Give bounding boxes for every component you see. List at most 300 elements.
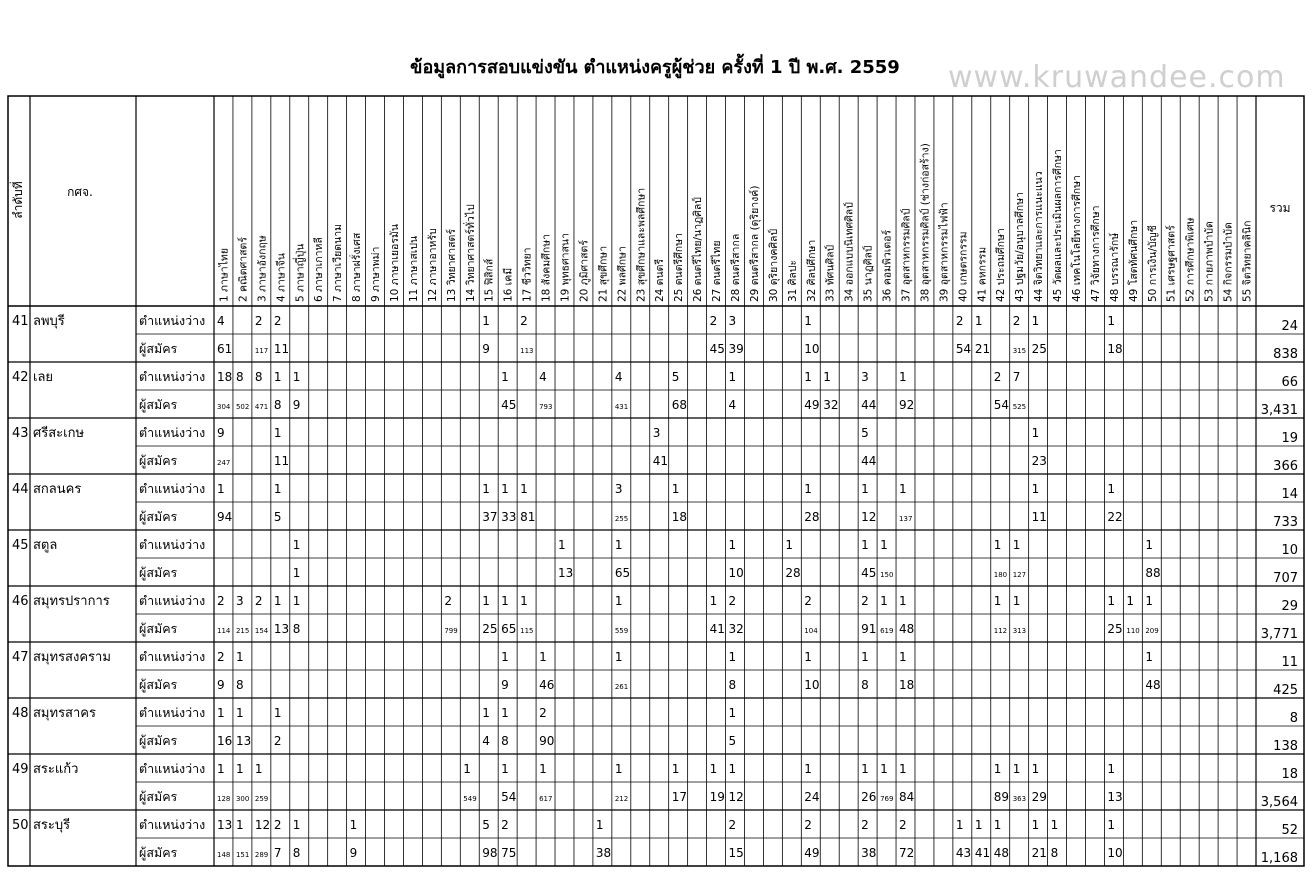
office-name: สตูล	[33, 538, 58, 553]
applicants-cell: 89	[993, 790, 1010, 804]
vacancy-cell: 1	[558, 538, 566, 552]
applicant-label: ผู้สมัคร	[139, 565, 178, 580]
applicants-cell: 81	[520, 510, 536, 524]
applicants-cell: 154	[254, 627, 269, 635]
applicants-cell: 247	[217, 459, 231, 467]
applicants-cell: 9	[501, 678, 509, 692]
subject-header-38: 38 อุตสาหกรรมศิลป์ (ช่างก่อสร้าง)	[919, 143, 932, 302]
vacancy-cell: 4	[217, 314, 225, 328]
applicants-cell: 25	[1031, 342, 1047, 356]
applicants-cell: 21	[1031, 846, 1047, 860]
vacancy-cell: 1	[273, 594, 282, 608]
subject-header-55: 55 จิตวิทยาคลินิก	[1241, 220, 1254, 302]
vacancy-cell: 2	[804, 594, 812, 608]
vacancy-cell: 1	[728, 538, 737, 552]
vacancy-cell: 1	[482, 706, 490, 720]
vacancy-cell: 1	[728, 370, 737, 384]
vacancy-cell: 1	[349, 818, 358, 832]
vacancy-cell: 1	[273, 482, 282, 496]
watermark: www.kruwandee.com	[948, 60, 1286, 95]
total-header: รวม	[1269, 201, 1291, 215]
subject-header-3: 3 ภาษาอังกฤษ	[256, 235, 269, 302]
vacancy-cell: 2	[520, 314, 528, 328]
applicants-cell: 19	[709, 790, 725, 804]
office-name: สระบุรี	[33, 818, 71, 833]
applicants-cell: 525	[1012, 403, 1027, 411]
applicants-cell: 32	[823, 398, 839, 412]
subject-header-36: 36 คอมพิวเตอร์	[881, 229, 894, 302]
vacancy-cell: 1	[235, 706, 244, 720]
applicants-cell: 90	[539, 734, 555, 748]
subject-header-21: 21 สุขศึกษา	[597, 245, 610, 302]
applicants-cell: 94	[217, 510, 233, 524]
applicants-cell: 54	[993, 398, 1010, 412]
applicants-cell: 10	[804, 678, 820, 692]
vacancy-label: ตำแหน่งว่าง	[139, 481, 206, 496]
applicants-cell: 72	[899, 846, 915, 860]
applicants-cell: 41	[709, 622, 725, 636]
vacancy-label: ตำแหน่งว่าง	[139, 369, 206, 384]
applicants-cell: 48	[1145, 678, 1161, 692]
vacancy-cell: 1	[217, 482, 225, 496]
applicants-cell: 13	[235, 734, 252, 748]
applicant-total: 3,771	[1260, 627, 1298, 642]
vacancy-cell: 1	[1107, 594, 1116, 608]
vacancy-cell: 1	[1031, 314, 1040, 328]
applicants-cell: 65	[501, 622, 517, 636]
vacancy-cell: 1	[539, 762, 547, 776]
subject-header-53: 53 กายภาพบำบัด	[1203, 221, 1216, 302]
applicant-label: ผู้สมัคร	[139, 789, 178, 804]
vacancy-cell: 9	[217, 426, 225, 440]
vacancy-cell: 1	[217, 762, 225, 776]
vacancy-total: 29	[1281, 599, 1298, 614]
vacancy-cell: 1	[974, 818, 983, 832]
vacancy-cell: 1	[899, 370, 907, 384]
vacancy-label: ตำแหน่งว่าง	[139, 761, 206, 776]
applicants-cell: 315	[1012, 347, 1027, 355]
vacancy-cell: 1	[861, 482, 869, 496]
applicants-cell: 8	[728, 678, 737, 692]
applicants-cell: 104	[804, 627, 818, 635]
applicants-cell: 8	[1050, 846, 1059, 860]
subject-header-25: 25 ดนตรีศึกษา	[673, 233, 686, 302]
vacancy-cell: 1	[501, 370, 509, 384]
vacancy-cell: 1	[804, 314, 812, 328]
applicants-cell: 15	[728, 846, 744, 860]
vacancy-cell: 1	[1012, 538, 1021, 552]
applicant-total: 707	[1273, 571, 1298, 586]
applicants-cell: 46	[539, 678, 555, 692]
vacancy-total: 19	[1281, 431, 1298, 446]
applicants-cell: 61	[217, 342, 233, 356]
applicant-total: 366	[1273, 459, 1298, 474]
page-title: ข้อมูลการสอบแข่งขัน ตำแหน่งครูผู้ช่วย ครั้งที่ 1 ปี พ.ศ. 2559	[410, 57, 900, 78]
subject-header-40: 40 เกษตรกรรม	[957, 231, 970, 302]
vacancy-cell: 1	[539, 650, 547, 664]
vacancy-cell: 1	[1145, 650, 1153, 664]
applicant-total: 3,431	[1260, 403, 1298, 418]
applicants-cell: 12	[728, 790, 744, 804]
applicants-cell: 23	[1031, 454, 1047, 468]
vacancy-label: ตำแหน่งว่าง	[139, 425, 206, 440]
vacancy-cell: 1	[861, 650, 869, 664]
vacancy-cell: 3	[861, 370, 869, 384]
subject-header-28: 28 ดนตรีสากล	[730, 233, 742, 302]
vacancy-cell: 1	[292, 370, 301, 384]
vacancy-cell: 3	[652, 426, 661, 440]
vacancy-cell: 5	[861, 426, 869, 440]
vacancy-cell: 1	[614, 762, 623, 776]
applicants-cell: 127	[1012, 571, 1027, 579]
vacancy-cell: 13	[217, 818, 233, 832]
vacancy-label: ตำแหน่งว่าง	[139, 649, 206, 664]
subject-header-14: 14 วิทยาศาสตร์ทั่วไป	[464, 204, 477, 302]
vacancy-cell: 1	[501, 762, 509, 776]
applicants-cell: 549	[463, 795, 477, 803]
subject-header-49: 49 โสตทัศนศึกษา	[1127, 219, 1140, 302]
office-name: ลพบุรี	[33, 314, 65, 329]
office-header: กศจ.	[67, 185, 93, 199]
applicants-cell: 215	[235, 627, 250, 635]
vacancy-cell: 1	[501, 706, 509, 720]
vacancy-cell: 1	[709, 762, 718, 776]
applicants-cell: 98	[482, 846, 498, 860]
vacancy-cell: 1	[1050, 818, 1059, 832]
vacancy-cell: 1	[785, 538, 794, 552]
vacancy-cell: 1	[1107, 314, 1116, 328]
applicants-cell: 180	[993, 571, 1008, 579]
applicant-total: 838	[1273, 347, 1298, 362]
vacancy-total: 18	[1281, 767, 1298, 782]
subject-header-16: 16 เคมี	[502, 267, 515, 302]
vacancy-cell: 2	[254, 594, 263, 608]
applicants-cell: 300	[235, 795, 250, 803]
row-number: 48	[12, 706, 29, 721]
applicants-cell: 502	[235, 403, 250, 411]
applicants-cell: 8	[292, 846, 301, 860]
subject-header-34: 34 ออกแบบนิเทศศิลป์	[843, 202, 856, 302]
applicants-cell: 18	[899, 678, 915, 692]
vacancy-cell: 1	[501, 650, 509, 664]
vacancy-label: ตำแหน่งว่าง	[139, 593, 206, 608]
applicants-cell: 21	[974, 342, 991, 356]
applicants-cell: 619	[880, 627, 894, 635]
vacancy-cell: 1	[804, 762, 812, 776]
vacancy-cell: 1	[254, 762, 263, 776]
vacancy-cell: 1	[482, 482, 490, 496]
vacancy-cell: 1	[728, 706, 737, 720]
applicants-cell: 150	[880, 571, 894, 579]
applicants-cell: 38	[595, 846, 612, 860]
vacancy-label: ตำแหน่งว่าง	[139, 313, 206, 328]
subject-header-15: 15 ฟิสิกส์	[483, 258, 496, 302]
vacancy-cell: 2	[861, 594, 869, 608]
subject-header-35: 35 นาฏศิลป์	[862, 245, 875, 302]
applicants-cell: 5	[728, 734, 737, 748]
subject-header-41: 41 คหกรรม	[976, 246, 989, 302]
applicants-cell: 4	[728, 398, 737, 412]
applicants-cell: 45	[861, 566, 877, 580]
applicants-cell: 41	[974, 846, 991, 860]
subject-header-32: 32 ศิลปศึกษา	[805, 239, 818, 302]
vacancy-cell: 2	[728, 594, 737, 608]
vacancy-cell: 1	[823, 370, 831, 384]
vacancy-cell: 2	[501, 818, 509, 832]
applicants-cell: 209	[1145, 627, 1159, 635]
applicants-cell: 115	[520, 627, 534, 635]
applicants-cell: 363	[1012, 795, 1027, 803]
vacancy-cell: 1	[804, 482, 812, 496]
subject-header-52: 52 การศึกษาพิเศษ	[1184, 217, 1197, 302]
subject-header-42: 42 ประถมศึกษา	[995, 228, 1008, 302]
applicants-cell: 24	[804, 790, 820, 804]
subject-header-18: 18 สังคมศึกษา	[540, 233, 553, 302]
vacancy-cell: 1	[520, 482, 528, 496]
applicants-cell: 88	[1145, 566, 1161, 580]
subject-header-33: 33 ทัศนศิลป์	[824, 244, 837, 302]
vacancy-cell: 1	[273, 706, 282, 720]
applicants-cell: 559	[614, 627, 629, 635]
vacancy-cell: 2	[861, 818, 869, 832]
applicants-cell: 8	[861, 678, 869, 692]
applicants-cell: 13	[273, 622, 290, 636]
applicant-label: ผู้สมัคร	[139, 677, 178, 692]
applicants-cell: 39	[728, 342, 744, 356]
vacancy-cell: 1	[993, 538, 1002, 552]
subject-header-11: 11 ภาษาสเปน	[407, 235, 420, 302]
applicants-cell: 5	[273, 510, 282, 524]
applicants-cell: 92	[899, 398, 915, 412]
vacancy-cell: 1	[463, 762, 471, 776]
subject-header-23: 23 สุขศึกษาและพลศึกษา	[635, 187, 648, 302]
vacancy-total: 24	[1281, 319, 1298, 334]
applicant-total: 1,168	[1260, 851, 1298, 866]
applicants-cell: 75	[501, 846, 517, 860]
applicants-cell: 128	[217, 795, 231, 803]
applicants-cell: 18	[1107, 342, 1123, 356]
applicants-cell: 28	[785, 566, 801, 580]
row-number: 42	[12, 370, 29, 385]
vacancy-cell: 2	[709, 314, 718, 328]
applicants-cell: 49	[804, 846, 820, 860]
subject-header-20: 20 ภูมิศาสตร์	[578, 240, 591, 302]
vacancy-cell: 1	[880, 762, 888, 776]
subject-header-54: 54 กิจกรรมบำบัด	[1222, 222, 1235, 302]
vacancy-cell: 1	[993, 818, 1002, 832]
vacancy-cell: 2	[728, 818, 737, 832]
applicants-cell: 799	[444, 627, 458, 635]
vacancy-cell: 1	[1031, 482, 1040, 496]
vacancy-cell: 1	[804, 650, 812, 664]
vacancy-cell: 18	[217, 370, 233, 384]
subject-header-43: 43 ปฐมวัย/อนุบาลศึกษา	[1014, 192, 1027, 302]
applicants-cell: 26	[861, 790, 877, 804]
row-number: 49	[12, 762, 29, 777]
subject-header-44: 44 จิตวิทยาและการแนะแนว	[1033, 171, 1046, 302]
applicants-cell: 255	[614, 515, 629, 523]
applicants-cell: 29	[1031, 790, 1047, 804]
applicants-cell: 137	[899, 515, 913, 523]
subject-header-29: 29 ดนตรีสากล (ดุริยางค์)	[748, 185, 761, 302]
vacancy-cell: 1	[292, 538, 301, 552]
vacancy-cell: 1	[955, 818, 964, 832]
vacancy-total: 8	[1289, 711, 1298, 726]
applicant-total: 733	[1273, 515, 1298, 530]
vacancy-cell: 5	[671, 370, 680, 384]
subject-header-19: 19 พุทธศาสนา	[559, 233, 572, 302]
vacancy-cell: 1	[1031, 818, 1040, 832]
vacancy-cell: 1	[482, 314, 490, 328]
subject-header-26: 26 ดนตรีไทย/นาฏศิลป์	[692, 197, 705, 302]
applicants-cell: 84	[899, 790, 915, 804]
applicants-cell: 793	[539, 403, 553, 411]
applicants-cell: 212	[614, 795, 629, 803]
subject-header-17: 17 ชีววิทยา	[521, 247, 534, 302]
subject-header-24: 24 ดนตรี	[654, 258, 667, 302]
vacancy-cell: 3	[728, 314, 737, 328]
applicants-cell: 617	[539, 795, 553, 803]
applicants-cell: 17	[671, 790, 687, 804]
applicants-cell: 37	[482, 510, 498, 524]
applicant-label: ผู้สมัคร	[139, 453, 178, 468]
applicants-cell: 304	[217, 403, 231, 411]
vacancy-label: ตำแหน่งว่าง	[139, 705, 206, 720]
applicants-cell: 12	[861, 510, 877, 524]
vacancy-cell: 1	[273, 426, 282, 440]
subject-header-12: 12 ภาษาอาหรับ	[426, 228, 439, 302]
vacancy-cell: 2	[217, 650, 225, 664]
vacancy-cell: 1	[1012, 594, 1021, 608]
subject-header-37: 37 อุตสาหกรรมศิลป์	[900, 208, 913, 302]
subject-header-8: 8 ภาษาฝรั่งเศส	[351, 232, 364, 302]
vacancy-cell: 1	[804, 370, 812, 384]
vacancy-cell: 4	[539, 370, 547, 384]
row-number: 43	[12, 426, 29, 441]
office-name: สระแก้ว	[33, 762, 79, 777]
vacancy-total: 66	[1281, 375, 1298, 390]
vacancy-cell: 1	[728, 762, 737, 776]
vacancy-cell: 1	[899, 650, 907, 664]
applicants-cell: 11	[273, 342, 290, 356]
applicants-cell: 11	[273, 454, 290, 468]
applicants-cell: 471	[254, 403, 269, 411]
subject-header-13: 13 วิทยาศาสตร์	[445, 229, 458, 302]
vacancy-total: 11	[1281, 655, 1298, 670]
applicants-cell: 33	[501, 510, 517, 524]
vacancy-cell: 1	[482, 594, 490, 608]
applicants-cell: 2	[273, 734, 282, 748]
subject-header-30: 30 ดุริยางคศิลป์	[767, 228, 780, 302]
vacancy-cell: 1	[974, 314, 983, 328]
vacancy-cell: 1	[899, 762, 907, 776]
applicants-cell: 54	[501, 790, 517, 804]
vacancy-cell: 2	[254, 314, 263, 328]
vacancy-cell: 1	[993, 762, 1002, 776]
vacancy-cell: 1	[993, 594, 1002, 608]
vacancy-cell: 1	[235, 762, 244, 776]
applicants-cell: 8	[235, 678, 244, 692]
subject-header-9: 9 ภาษาพม่า	[370, 246, 383, 302]
vacancy-cell: 1	[217, 706, 225, 720]
applicants-cell: 48	[899, 622, 915, 636]
subject-header-6: 6 ภาษาเกาหลี	[313, 237, 326, 302]
vacancy-cell: 1	[1145, 594, 1153, 608]
row-number: 45	[12, 538, 29, 553]
vacancy-cell: 1	[1031, 762, 1040, 776]
vacancy-cell: 1	[614, 594, 623, 608]
subject-header-45: 45 วัดผลและประเมินผลการศึกษา	[1052, 149, 1065, 302]
applicants-cell: 9	[482, 342, 490, 356]
subject-header-7: 7 ภาษาเวียดนาม	[332, 223, 345, 302]
applicants-cell: 25	[482, 622, 498, 636]
vacancy-cell: 1	[861, 762, 869, 776]
applicants-cell: 16	[217, 734, 233, 748]
applicants-cell: 22	[1107, 510, 1123, 524]
row-number: 46	[12, 594, 29, 609]
vacancy-cell: 1	[1145, 538, 1153, 552]
applicants-cell: 8	[501, 734, 509, 748]
applicants-cell: 45	[501, 398, 517, 412]
applicants-cell: 259	[254, 795, 269, 803]
vacancy-cell: 2	[444, 594, 452, 608]
vacancy-cell: 1	[292, 594, 301, 608]
subject-header-46: 46 เทคโนโลยีทางการศึกษา	[1071, 175, 1084, 302]
subject-header-51: 51 เศรษฐศาสตร์	[1165, 225, 1178, 302]
applicant-label: ผู้สมัคร	[139, 733, 178, 748]
applicants-cell: 113	[520, 347, 534, 355]
subject-header-5: 5 ภาษาญี่ปุ่น	[294, 243, 307, 302]
applicant-total: 138	[1273, 739, 1298, 754]
office-name: ศรีสะเกษ	[33, 426, 85, 441]
vacancy-cell: 1	[235, 818, 244, 832]
vacancy-cell: 1	[880, 594, 888, 608]
applicants-cell: 44	[861, 454, 877, 468]
vacancy-cell: 7	[1012, 370, 1021, 384]
vacancy-cell: 1	[1031, 426, 1040, 440]
office-name: เลย	[33, 370, 54, 385]
vacancy-cell: 1	[861, 538, 869, 552]
applicants-cell: 11	[1031, 510, 1047, 524]
applicants-cell: 9	[349, 846, 358, 860]
vacancy-cell: 1	[520, 594, 528, 608]
vacancy-cell: 2	[899, 818, 907, 832]
applicants-cell: 148	[217, 851, 231, 859]
vacancy-cell: 1	[614, 650, 623, 664]
applicant-label: ผู้สมัคร	[139, 621, 178, 636]
applicants-cell: 10	[804, 342, 820, 356]
applicants-cell: 44	[861, 398, 877, 412]
applicant-label: ผู้สมัคร	[139, 845, 178, 860]
row-number: 50	[12, 818, 29, 833]
vacancy-cell: 3	[614, 482, 623, 496]
vacancy-total: 52	[1281, 823, 1298, 838]
applicants-cell: 261	[614, 683, 629, 691]
applicants-cell: 65	[614, 566, 631, 580]
subject-header-22: 22 พลศึกษา	[616, 246, 629, 302]
office-name: สมุทรสงคราม	[33, 650, 111, 665]
applicants-cell: 8	[292, 622, 301, 636]
vacancy-cell: 4	[614, 370, 623, 384]
subject-header-39: 39 อุตสาหกรรมไฟฟ้า	[938, 202, 951, 302]
row-number: 47	[12, 650, 29, 665]
vacancy-cell: 12	[254, 818, 271, 832]
row-number: 44	[12, 482, 29, 497]
applicants-cell: 13	[1107, 790, 1123, 804]
vacancy-cell: 1	[899, 482, 907, 496]
vacancy-cell: 1	[880, 538, 888, 552]
subject-header-2: 2 คณิตศาสตร์	[237, 236, 250, 302]
